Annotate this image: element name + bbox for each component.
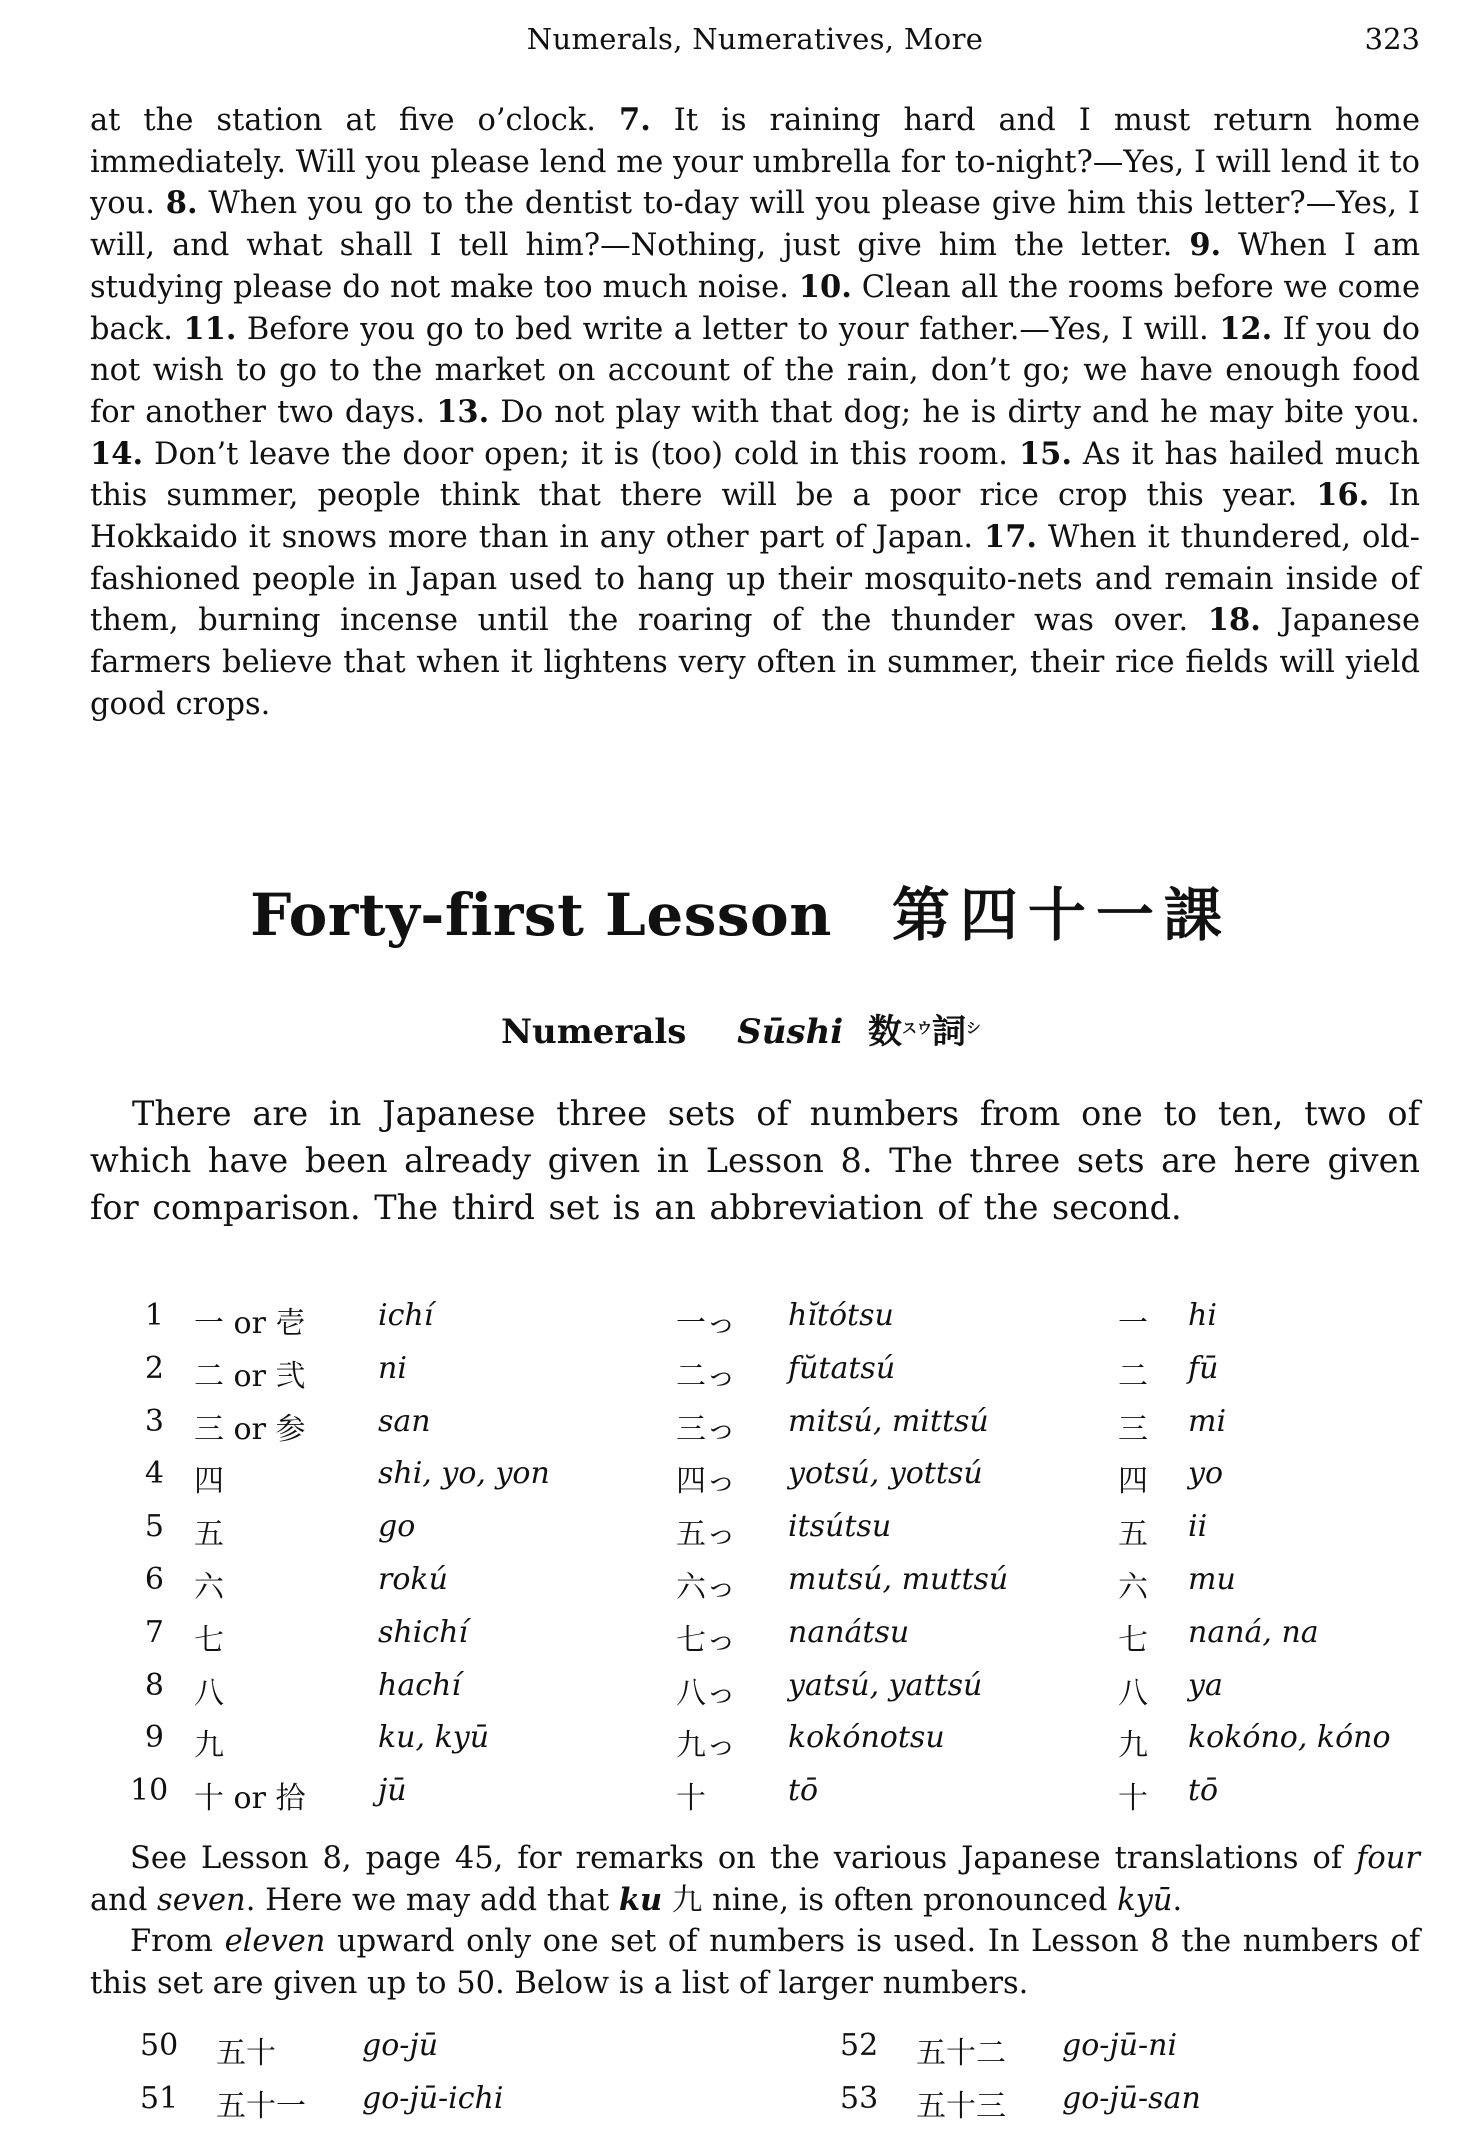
reading-sino: shichí: [378, 1614, 469, 1650]
sentence-number: 15.: [1018, 435, 1072, 472]
kanji-short: 十: [1118, 1781, 1148, 1817]
reading-short: ii: [1188, 1509, 1208, 1545]
kanji-short: 一: [1118, 1306, 1148, 1341]
number: 5: [144, 1509, 164, 1545]
remarks-term-seven: seven: [157, 1882, 246, 1918]
kanji-short: 三: [1118, 1411, 1148, 1447]
kanji-formal: 九: [194, 1728, 224, 1764]
reading-native: tō: [788, 1773, 819, 1809]
sentence-text: When it thundered, old-fashioned people in Japan used to hang up their mosquito-nets and remain inside of them, burning incense until the roaring of the thunder was over.: [90, 520, 1420, 639]
reading-sino: ni: [378, 1350, 407, 1386]
number-row: [130, 1509, 1430, 1562]
remarks-term-eleven: eleven: [224, 1924, 326, 1959]
kanji: 五十: [216, 2036, 276, 2071]
kanji-formal: 六: [194, 1569, 224, 1605]
reading-native: hĭtótsu: [788, 1298, 894, 1333]
section-heading: [0, 1004, 1482, 1053]
reading-short: tō: [1188, 1773, 1219, 1809]
larger-numbers-list: [140, 2028, 1420, 2134]
kanji-native: 六っ: [676, 1569, 736, 1605]
remarks-text: . Here we may add that: [245, 1882, 619, 1918]
kanji-short: 七: [1118, 1622, 1148, 1658]
number-row: [130, 1404, 1430, 1457]
reading: go-jū-san: [1062, 2081, 1201, 2116]
reading-native: yatsú, yattsú: [788, 1667, 983, 1703]
reading-short: hi: [1188, 1298, 1217, 1333]
sentence-number: 13.: [436, 393, 490, 430]
number: 2: [144, 1350, 164, 1386]
kanji-native: 一っ: [676, 1306, 736, 1341]
sentence-number: 9.: [1189, 227, 1222, 264]
remarks-kanji-nine: 九: [662, 1882, 713, 1918]
kanji-short: 二: [1118, 1358, 1148, 1394]
reading-sino: shi, yo, yon: [378, 1456, 550, 1492]
reading: go-jū-ichi: [362, 2081, 504, 2116]
section-title-kanji: [868, 1012, 981, 1052]
reading-short: fū: [1188, 1350, 1219, 1386]
lesson-heading: [0, 868, 1482, 952]
reading-sino: go: [378, 1509, 416, 1545]
lesson-title: Forty-first Lesson: [250, 881, 832, 949]
sentence-text: at the station at five o’clock.: [90, 103, 619, 138]
number: 51: [140, 2081, 179, 2116]
kanji-short: 九: [1118, 1728, 1148, 1764]
number: 8: [144, 1667, 164, 1703]
number-row: [130, 1562, 1430, 1615]
sentence-text: In Hokkaido it snows more than in any other part of Japan.: [90, 478, 1421, 556]
remarks-term-ku: ku: [618, 1881, 663, 1918]
kanji-shi: 詞: [932, 1012, 967, 1052]
kanji-short: 八: [1118, 1675, 1148, 1711]
ruby-su: スウ: [902, 1019, 933, 1037]
number: 1: [144, 1298, 164, 1333]
kanji-formal: 四: [194, 1464, 224, 1500]
reading-native: yotsú, yottsú: [788, 1456, 983, 1492]
kanji-formal: 三 or 参: [194, 1411, 306, 1447]
kanji-short: 五: [1118, 1517, 1148, 1553]
section-title-romaji: Sūshi: [737, 1012, 844, 1052]
reading-sino: jū: [378, 1773, 407, 1809]
sentence-number: 18.: [1207, 602, 1261, 639]
remarks-text: See Lesson 8, page 45, for remarks on the various Japanese translations of: [130, 1841, 1357, 1876]
kanji-native: 四っ: [676, 1464, 736, 1500]
reading: go-jū: [362, 2028, 439, 2063]
number: 7: [144, 1614, 164, 1650]
sentence-number: 8.: [165, 185, 198, 222]
reading-short: mu: [1188, 1561, 1236, 1597]
reading-short: mi: [1188, 1403, 1227, 1439]
number: 52: [840, 2028, 879, 2063]
sentence-text: Japanese farmers believe that when it lightens very often in summer, their rice fields will yield good crops.: [90, 603, 1420, 722]
larger-number-row: [140, 2081, 1420, 2134]
number-row: [130, 1773, 1430, 1826]
number: 3: [144, 1403, 164, 1439]
number-row: [130, 1298, 1430, 1351]
page-number: 323: [1364, 22, 1420, 56]
reading-native: nanátsu: [788, 1614, 910, 1650]
kanji: 五十三: [916, 2089, 1006, 2124]
lesson-title-kanji: 第四十一課: [891, 881, 1232, 949]
intro-paragraph: There are in Japanese three sets of numbers from one to ten, two of which have been already given in Lesson 8. The three sets are here given for comparison. The third set is an abbreviation of the second.: [90, 1094, 1420, 1227]
sentence-text: Clean all the rooms before we come back.: [90, 269, 1420, 347]
kanji-short: 六: [1118, 1569, 1148, 1605]
remarks-paragraph-2: [90, 1921, 1420, 2004]
reading: go-jū-ni: [1062, 2028, 1178, 2063]
sentence-number: 11.: [183, 310, 237, 347]
remarks-term-four: four: [1356, 1841, 1420, 1876]
kanji-su: 数: [868, 1012, 903, 1052]
sentence-text: As it has hailed much this summer, people think that there will be a poor rice crop this year.: [90, 436, 1420, 514]
exercise-paragraph: [90, 100, 1420, 726]
kanji: 五十一: [216, 2089, 306, 2124]
sentence-text: Do not play with that dog; he is dirty and he may bite you.: [489, 394, 1420, 430]
number-row: [130, 1668, 1430, 1721]
reading-short: naná, na: [1188, 1614, 1319, 1650]
remarks-text: .: [1172, 1882, 1183, 1918]
number-row: [130, 1456, 1430, 1509]
reading-short: ya: [1188, 1667, 1223, 1703]
remarks: [90, 1838, 1420, 2004]
reading-sino: ku, kyū: [378, 1720, 490, 1756]
kanji-formal: 一 or 壱: [194, 1306, 306, 1341]
number: 50: [140, 2028, 179, 2063]
reading-sino: ichí: [378, 1298, 434, 1333]
number: 4: [144, 1456, 164, 1492]
sentence-number: 12.: [1219, 310, 1273, 347]
number: 53: [840, 2081, 879, 2116]
numbers-table: [130, 1298, 1430, 1826]
reading-sino: hachí: [378, 1667, 461, 1703]
kanji-native: 十: [676, 1781, 706, 1817]
number-row: [130, 1720, 1430, 1773]
kanji-formal: 十 or 拾: [194, 1781, 306, 1817]
kanji-short: 四: [1118, 1464, 1148, 1500]
kanji-formal: 七: [194, 1622, 224, 1658]
sentence-text: Before you go to bed write a letter to your father.—Yes, I will.: [236, 311, 1220, 347]
kanji-native: 二っ: [676, 1358, 736, 1394]
reading-native: itsútsu: [788, 1509, 892, 1545]
kanji-native: 九っ: [676, 1728, 736, 1764]
sentence-number: 10.: [798, 268, 852, 305]
number: 9: [144, 1720, 164, 1756]
reading-sino: rokú: [378, 1561, 448, 1597]
sentence-text: When you go to the dentist to-day will you please give him this letter?—Yes, I will, and what shall I tell him?—Nothing, just give him the letter.: [90, 186, 1420, 264]
number-row: [130, 1615, 1430, 1668]
kanji: 五十二: [916, 2036, 1006, 2071]
ruby-shi: シ: [966, 1019, 982, 1037]
remarks-text: upward only one set of numbers is used. In Lesson 8 the numbers of this set are given up to 50. Below is a list of larger numbers.: [90, 1924, 1420, 2001]
running-head-title: Numerals, Numeratives, More: [526, 22, 984, 56]
number-row: [130, 1351, 1430, 1404]
larger-number-row: [140, 2028, 1420, 2081]
reading-short: yo: [1188, 1456, 1224, 1492]
remarks-text: and: [90, 1882, 158, 1918]
reading-sino: san: [378, 1403, 431, 1439]
sentence-text: If you do not wish to go to the market on account of the rain, don’t go; we have enough food for another two days.: [90, 311, 1420, 430]
remarks-text: From: [130, 1924, 225, 1959]
sentence-text: When I am studying please do not make too much noise.: [90, 228, 1420, 305]
number: 10: [130, 1773, 169, 1809]
kanji-native: 三っ: [676, 1411, 736, 1447]
sentence-number: 17.: [983, 519, 1038, 556]
sentence-text: It is raining hard and I must return home immediately. Will you please lend me your umbrella for to-night?—Yes, I will lend it to you.: [90, 103, 1421, 222]
sentence-text: Don’t leave the door open; it is (too) cold in this room.: [143, 436, 1019, 472]
sentence-number: 16.: [1316, 477, 1370, 514]
reading-short: kokóno, kóno: [1188, 1720, 1391, 1756]
running-head: [90, 22, 1420, 62]
sentence-number: 7.: [618, 102, 651, 138]
remarks-paragraph-1: [90, 1838, 1420, 1921]
reading-native: fŭtatsú: [788, 1350, 896, 1386]
remarks-term-kyu: kyū: [1117, 1882, 1173, 1918]
sentence-number: 14.: [90, 435, 144, 472]
kanji-native: 五っ: [676, 1517, 736, 1553]
reading-native: mutsú, muttsú: [788, 1561, 1009, 1597]
section-title: Numerals: [500, 1012, 687, 1052]
reading-native: kokónotsu: [788, 1720, 945, 1756]
remarks-text: nine, is often pronounced: [712, 1882, 1118, 1918]
number: 6: [144, 1561, 164, 1597]
kanji-formal: 五: [194, 1517, 224, 1553]
reading-native: mitsú, mittsú: [788, 1403, 989, 1439]
kanji-native: 七っ: [676, 1622, 736, 1658]
kanji-native: 八っ: [676, 1675, 736, 1711]
kanji-formal: 八: [194, 1675, 224, 1711]
kanji-formal: 二 or 弐: [194, 1358, 306, 1394]
